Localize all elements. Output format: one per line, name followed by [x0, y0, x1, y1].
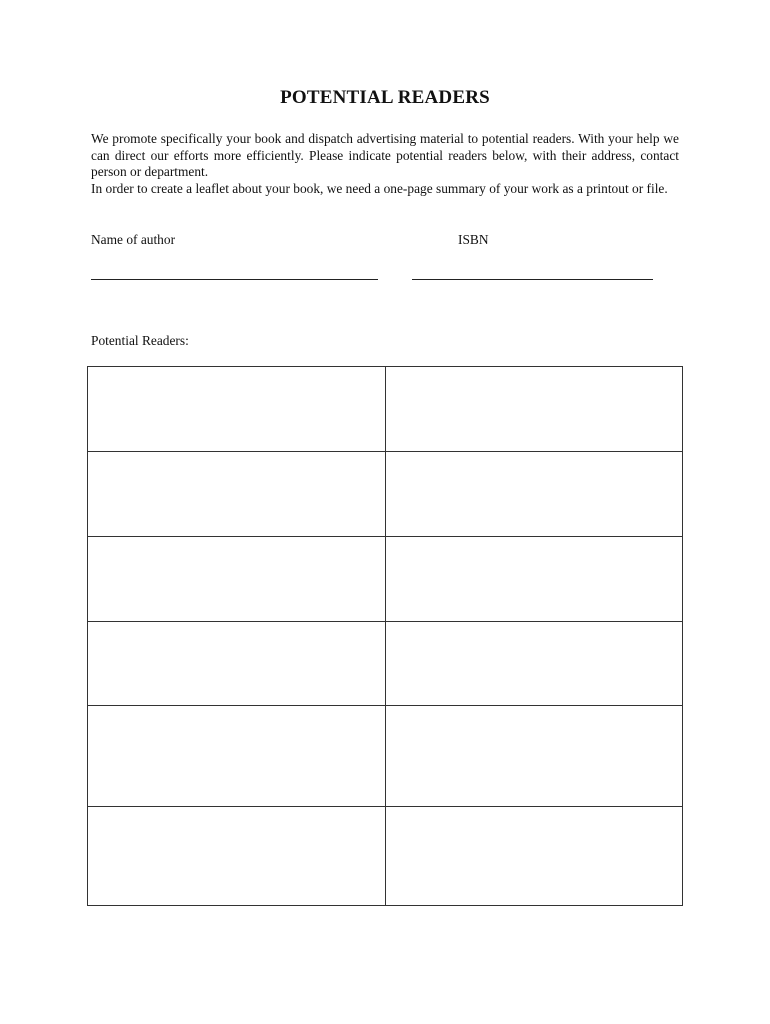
table-row-divider-5 — [88, 806, 682, 807]
table-row-divider-1 — [88, 451, 682, 452]
potential-readers-table — [87, 366, 683, 906]
reader-cell-r5-c1[interactable] — [88, 706, 385, 806]
reader-cell-r1-c1[interactable] — [88, 367, 385, 451]
reader-cell-r4-c1[interactable] — [88, 622, 385, 705]
author-name-field[interactable] — [91, 279, 378, 280]
reader-cell-r5-c2[interactable] — [386, 706, 682, 806]
reader-cell-r1-c2[interactable] — [386, 367, 682, 451]
table-row-divider-4 — [88, 705, 682, 706]
table-row-divider-2 — [88, 536, 682, 537]
reader-cell-r3-c2[interactable] — [386, 537, 682, 621]
author-name-label: Name of author — [91, 232, 176, 247]
table-row-divider-3 — [88, 621, 682, 622]
intro-paragraph-1: We promote specifically your book and dispatch advertising material to potential readers. With your help we can direct our efforts more efficiently. Please indicate potential readers below, with their address, contact person or department. — [91, 131, 679, 180]
isbn-label: ISBN — [458, 232, 489, 247]
reader-cell-r3-c1[interactable] — [88, 537, 385, 621]
reader-cell-r4-c2[interactable] — [386, 622, 682, 705]
reader-cell-r2-c2[interactable] — [386, 452, 682, 536]
intro-paragraph-2: In order to create a leaflet about your book, we need a one-page summary of your work as a printout or file. — [91, 180, 668, 196]
intro-text — [91, 131, 679, 197]
page-title: POTENTIAL READERS — [280, 87, 490, 108]
reader-cell-r6-c2[interactable] — [386, 807, 682, 905]
table-column-divider — [385, 367, 386, 905]
potential-readers-label: Potential Readers: — [91, 333, 189, 348]
isbn-field[interactable] — [412, 279, 653, 280]
reader-cell-r2-c1[interactable] — [88, 452, 385, 536]
reader-cell-r6-c1[interactable] — [88, 807, 385, 905]
